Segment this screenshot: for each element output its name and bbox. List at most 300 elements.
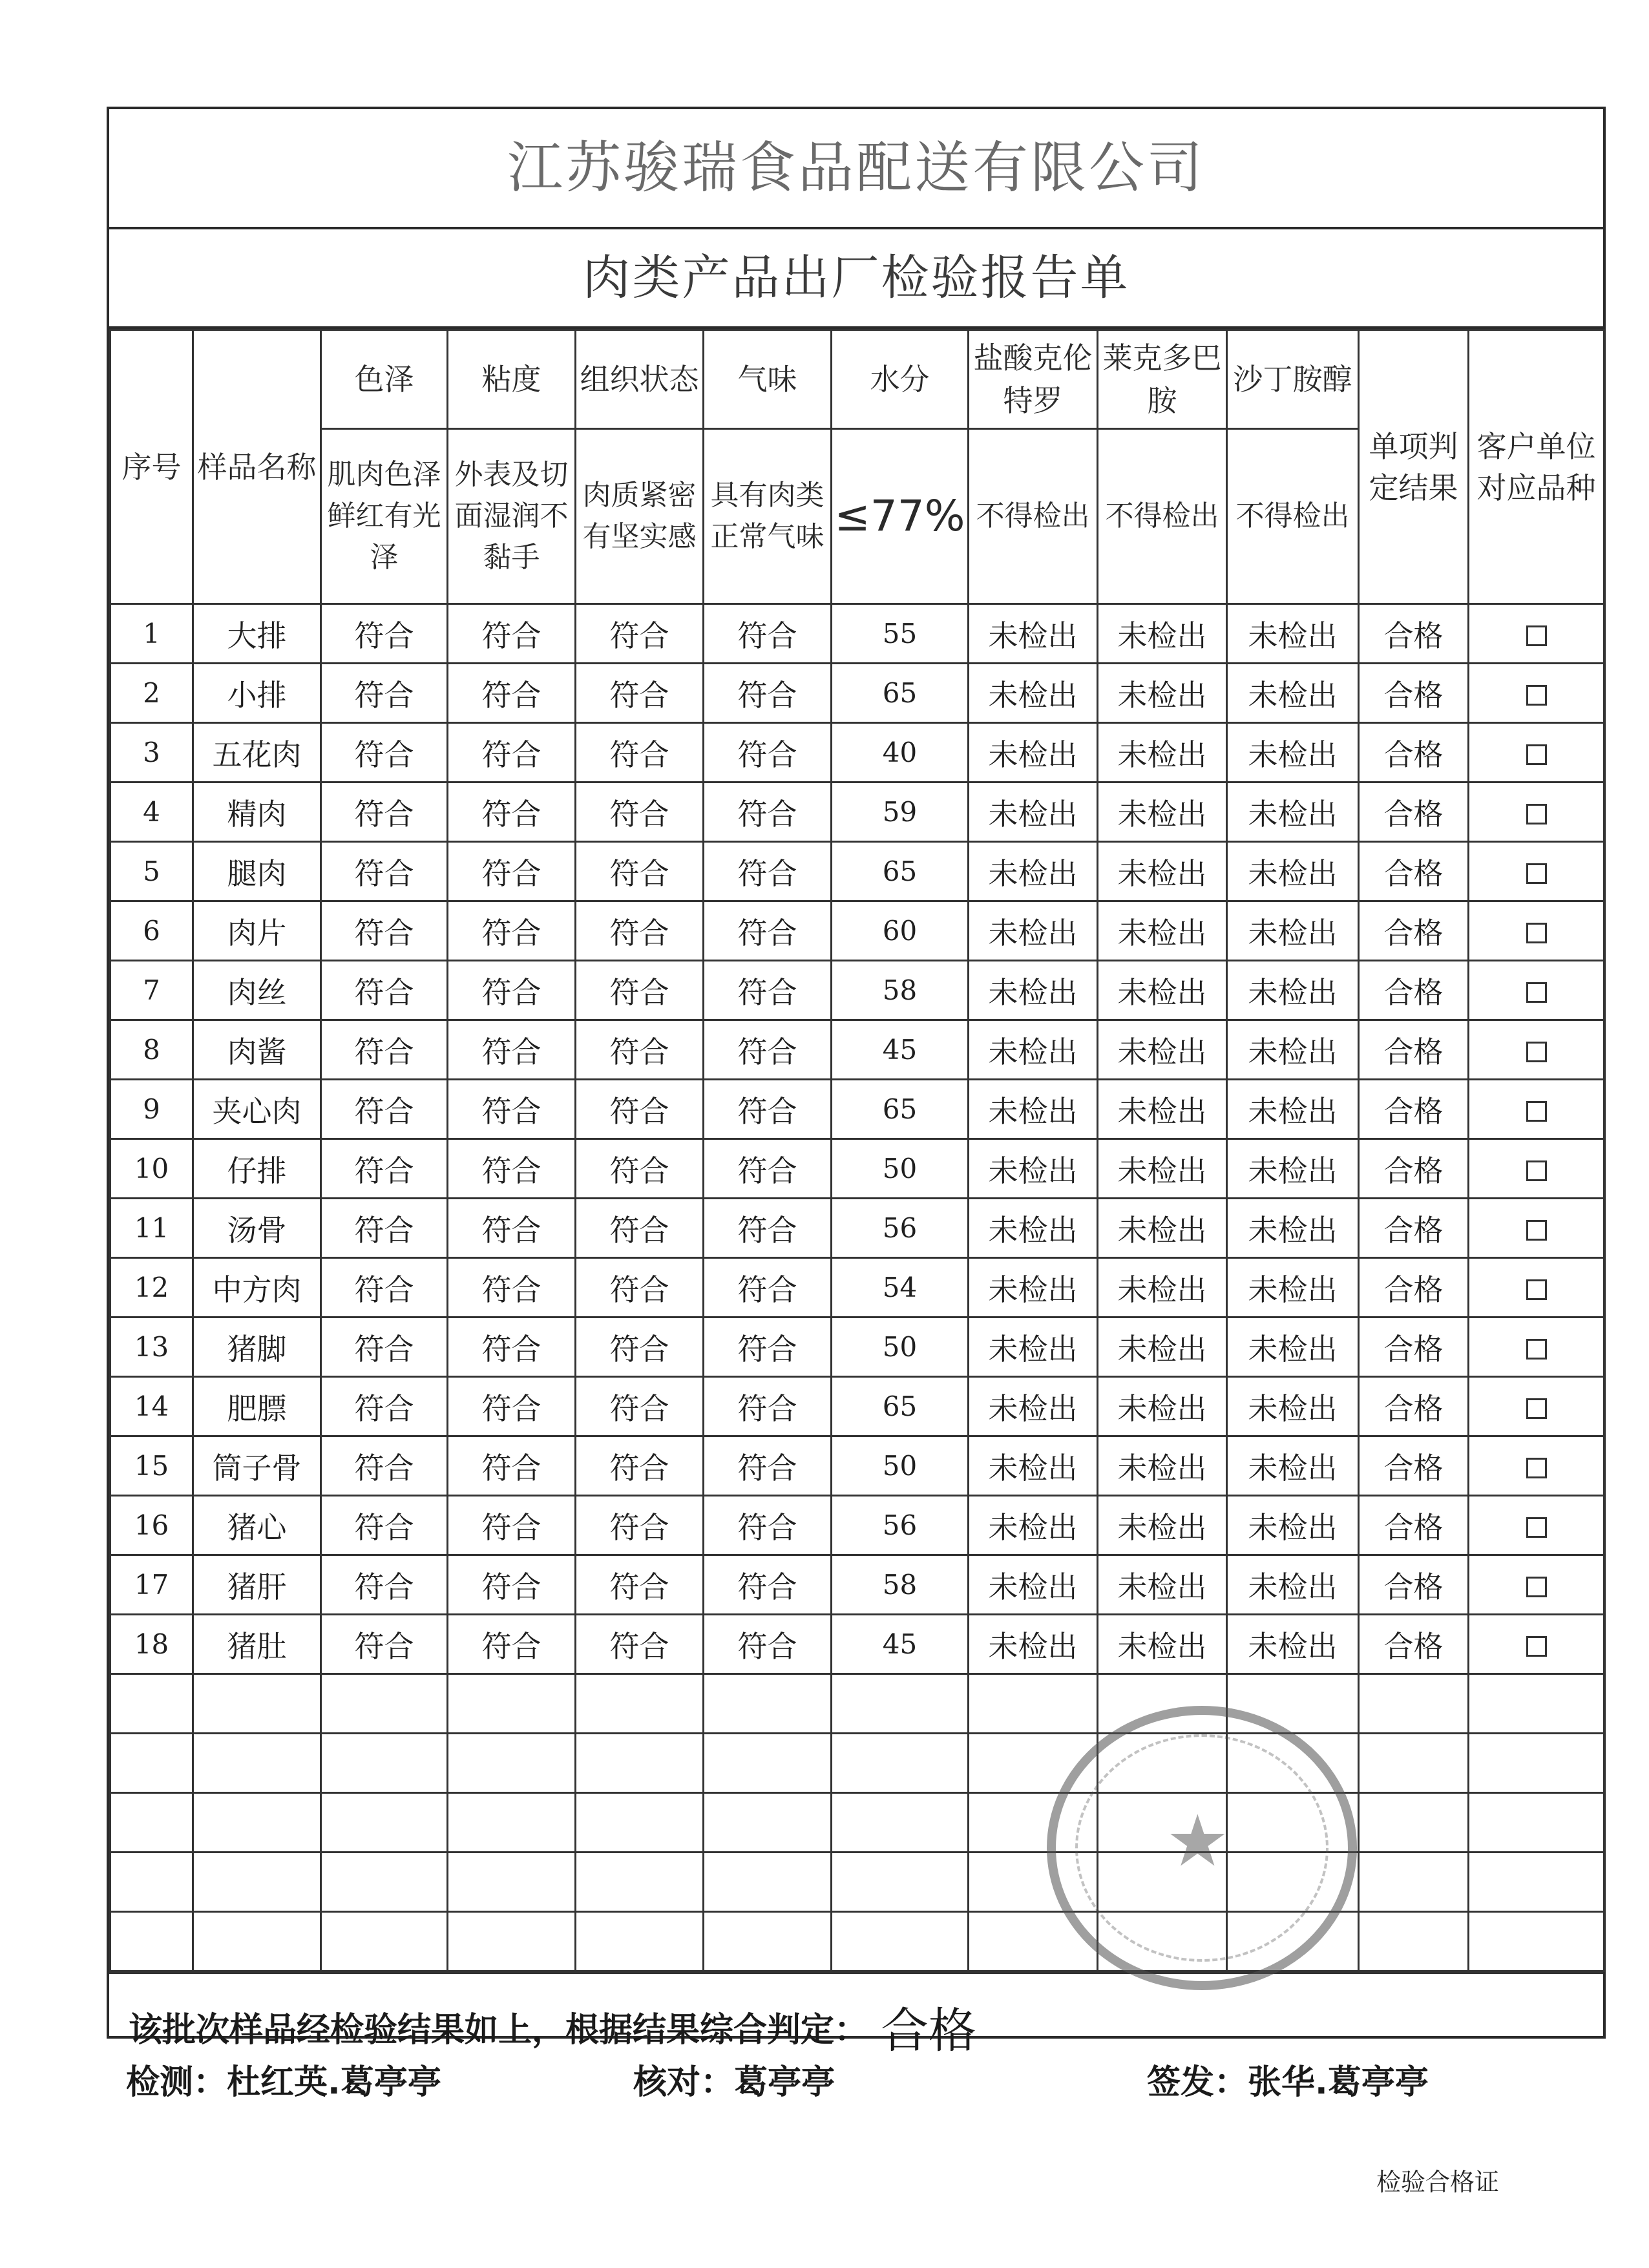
empty-row: [110, 1853, 1604, 1912]
cell-salbutamol: 未检出: [1227, 1199, 1359, 1258]
cell-salbutamol: 未检出: [1227, 1555, 1359, 1615]
cell-salbutamol: 未检出: [1227, 1615, 1359, 1674]
cell-sample-name: 猪肝: [193, 1555, 321, 1615]
cell-ractopamine: 未检出: [1098, 1080, 1227, 1139]
cell-judgement: 合格: [1359, 723, 1469, 782]
customer-checkbox[interactable]: [1526, 863, 1547, 884]
cell-texture: 符合: [576, 1318, 704, 1377]
cell-viscosity: 符合: [448, 604, 576, 664]
cell-index: 17: [110, 1555, 193, 1615]
seal-star-icon: ★: [1166, 1800, 1230, 1882]
cell-moisture: 65: [832, 842, 969, 901]
customer-checkbox[interactable]: [1526, 1398, 1547, 1419]
cell-index: 11: [110, 1199, 193, 1258]
cell-sample-name: 精肉: [193, 782, 321, 842]
empty-cell: [576, 1674, 704, 1734]
header-ractopamine: 莱克多巴胺: [1098, 330, 1227, 429]
cell-ractopamine: 未检出: [1098, 782, 1227, 842]
customer-checkbox[interactable]: [1526, 625, 1547, 646]
cell-clenbuterol: 未检出: [969, 1377, 1098, 1436]
cell-index: 10: [110, 1139, 193, 1199]
cell-moisture: 45: [832, 1020, 969, 1080]
cell-texture: 符合: [576, 604, 704, 664]
customer-checkbox[interactable]: [1526, 1279, 1547, 1300]
cell-sample-name: 汤骨: [193, 1199, 321, 1258]
cell-texture: 符合: [576, 664, 704, 723]
cell-odor: 符合: [704, 1199, 832, 1258]
cell-texture: 符合: [576, 1436, 704, 1496]
empty-cell: [193, 1793, 321, 1853]
standard-color: 肌肉色泽鲜红有光泽: [321, 429, 448, 604]
empty-cell: [1469, 1912, 1604, 1971]
cell-moisture: 45: [832, 1615, 969, 1674]
cell-salbutamol: 未检出: [1227, 1318, 1359, 1377]
cell-sample-name: 猪心: [193, 1496, 321, 1555]
empty-cell: [1359, 1793, 1469, 1853]
cell-clenbuterol: 未检出: [969, 604, 1098, 664]
cell-judgement: 合格: [1359, 1555, 1469, 1615]
customer-checkbox[interactable]: [1526, 1458, 1547, 1478]
header-moisture: 水分: [832, 330, 969, 429]
cell-customer: [1469, 1318, 1604, 1377]
cell-clenbuterol: 未检出: [969, 1139, 1098, 1199]
empty-cell: [1098, 1853, 1227, 1912]
cell-color: 符合: [321, 1020, 448, 1080]
table-row: [110, 1496, 1604, 1555]
empty-cell: [1098, 1912, 1227, 1971]
customer-checkbox[interactable]: [1526, 685, 1547, 706]
cell-salbutamol: 未检出: [1227, 723, 1359, 782]
empty-cell: [110, 1734, 193, 1793]
cell-viscosity: 符合: [448, 1555, 576, 1615]
empty-cell: [1098, 1793, 1227, 1853]
standard-ractopamine: 不得检出: [1098, 429, 1227, 604]
customer-checkbox[interactable]: [1526, 1101, 1547, 1122]
inspection-report-sheet: [107, 107, 1606, 2059]
empty-row: [110, 1793, 1604, 1853]
empty-cell: [576, 1853, 704, 1912]
table-row: [110, 1318, 1604, 1377]
cell-odor: 符合: [704, 1318, 832, 1377]
standard-odor: 具有肉类正常气味: [704, 429, 832, 604]
table-row: [110, 901, 1604, 961]
cell-color: 符合: [321, 1258, 448, 1318]
cell-color: 符合: [321, 664, 448, 723]
cell-viscosity: 符合: [448, 782, 576, 842]
cell-texture: 符合: [576, 842, 704, 901]
cell-ractopamine: 未检出: [1098, 1199, 1227, 1258]
empty-cell: [704, 1853, 832, 1912]
cell-texture: 符合: [576, 1080, 704, 1139]
standard-moisture: ≤77%: [832, 429, 969, 604]
cell-odor: 符合: [704, 901, 832, 961]
cell-ractopamine: 未检出: [1098, 723, 1227, 782]
cell-texture: 符合: [576, 901, 704, 961]
cell-odor: 符合: [704, 1080, 832, 1139]
empty-cell: [448, 1734, 576, 1793]
cell-viscosity: 符合: [448, 723, 576, 782]
cell-judgement: 合格: [1359, 1496, 1469, 1555]
conclusion-verdict: 合格: [881, 2002, 977, 2059]
cell-ractopamine: 未检出: [1098, 1377, 1227, 1436]
cell-sample-name: 肉片: [193, 901, 321, 961]
cell-ractopamine: 未检出: [1098, 1020, 1227, 1080]
cell-moisture: 40: [832, 723, 969, 782]
cell-salbutamol: 未检出: [1227, 604, 1359, 664]
cell-sample-name: 夹心肉: [193, 1080, 321, 1139]
cell-clenbuterol: 未检出: [969, 961, 1098, 1020]
cell-customer: [1469, 1615, 1604, 1674]
empty-cell: [448, 1912, 576, 1971]
cell-odor: 符合: [704, 1615, 832, 1674]
cell-index: 4: [110, 782, 193, 842]
table-row: [110, 842, 1604, 901]
cell-color: 符合: [321, 1436, 448, 1496]
customer-checkbox[interactable]: [1526, 1160, 1547, 1181]
customer-checkbox[interactable]: [1526, 1517, 1547, 1538]
empty-cell: [576, 1793, 704, 1853]
cell-texture: 符合: [576, 1199, 704, 1258]
cell-viscosity: 符合: [448, 1318, 576, 1377]
cell-sample-name: 腿肉: [193, 842, 321, 901]
cell-customer: [1469, 1199, 1604, 1258]
cell-index: 3: [110, 723, 193, 782]
empty-rows: [110, 1674, 1604, 1971]
cell-clenbuterol: 未检出: [969, 1020, 1098, 1080]
empty-cell: [704, 1674, 832, 1734]
cell-customer: [1469, 782, 1604, 842]
cell-judgement: 合格: [1359, 961, 1469, 1020]
cell-salbutamol: 未检出: [1227, 1139, 1359, 1199]
cell-color: 符合: [321, 1199, 448, 1258]
empty-cell: [1359, 1674, 1469, 1734]
cell-ractopamine: 未检出: [1098, 961, 1227, 1020]
cell-viscosity: 符合: [448, 961, 576, 1020]
cell-texture: 符合: [576, 1258, 704, 1318]
cell-viscosity: 符合: [448, 1020, 576, 1080]
signature-check: 核对：葛亭亭: [633, 2063, 835, 2102]
table-row: [110, 604, 1604, 664]
cell-texture: 符合: [576, 782, 704, 842]
cell-odor: 符合: [704, 1377, 832, 1436]
empty-cell: [193, 1912, 321, 1971]
empty-cell: [969, 1793, 1098, 1853]
company-name: 江苏骏瑞食品配送有限公司: [109, 109, 1603, 229]
cell-odor: 符合: [704, 1258, 832, 1318]
cell-odor: 符合: [704, 961, 832, 1020]
empty-cell: [969, 1734, 1098, 1793]
empty-cell: [832, 1674, 969, 1734]
cell-clenbuterol: 未检出: [969, 1199, 1098, 1258]
cell-color: 符合: [321, 1318, 448, 1377]
table-row: [110, 1377, 1604, 1436]
cell-odor: 符合: [704, 1436, 832, 1496]
cell-texture: 符合: [576, 1377, 704, 1436]
signature-inspect: 检测：杜红英.葛亭亭: [126, 2063, 441, 2102]
cell-index: 18: [110, 1615, 193, 1674]
empty-cell: [1469, 1674, 1604, 1734]
cell-judgement: 合格: [1359, 1436, 1469, 1496]
cell-judgement: 合格: [1359, 1139, 1469, 1199]
customer-checkbox[interactable]: [1526, 1636, 1547, 1657]
header-odor: 气味: [704, 330, 832, 429]
cell-moisture: 50: [832, 1139, 969, 1199]
cell-texture: 符合: [576, 1496, 704, 1555]
cell-moisture: 50: [832, 1318, 969, 1377]
conclusion-text: 该批次样品经检验结果如上，根据结果综合判定：: [129, 2011, 868, 2050]
cell-customer: [1469, 1436, 1604, 1496]
cell-judgement: 合格: [1359, 1377, 1469, 1436]
standard-texture: 肉质紧密有坚实感: [576, 429, 704, 604]
cell-moisture: 54: [832, 1258, 969, 1318]
header-viscosity: 粘度: [448, 330, 576, 429]
cell-judgement: 合格: [1359, 604, 1469, 664]
cell-clenbuterol: 未检出: [969, 664, 1098, 723]
empty-cell: [1359, 1853, 1469, 1912]
cell-salbutamol: 未检出: [1227, 1436, 1359, 1496]
header-color: 色泽: [321, 330, 448, 429]
customer-checkbox[interactable]: [1526, 1042, 1547, 1062]
table-row: [110, 1199, 1604, 1258]
cell-customer: [1469, 901, 1604, 961]
empty-cell: [969, 1912, 1098, 1971]
cell-moisture: 65: [832, 1080, 969, 1139]
table-row: [110, 961, 1604, 1020]
cell-color: 符合: [321, 1139, 448, 1199]
cell-moisture: 50: [832, 1436, 969, 1496]
empty-cell: [1098, 1674, 1227, 1734]
cell-judgement: 合格: [1359, 664, 1469, 723]
cell-customer: [1469, 1080, 1604, 1139]
cell-judgement: 合格: [1359, 842, 1469, 901]
cell-salbutamol: 未检出: [1227, 1080, 1359, 1139]
cell-index: 2: [110, 664, 193, 723]
cell-color: 符合: [321, 1377, 448, 1436]
customer-checkbox[interactable]: [1526, 1220, 1547, 1241]
cell-salbutamol: 未检出: [1227, 961, 1359, 1020]
cell-ractopamine: 未检出: [1098, 1258, 1227, 1318]
cell-viscosity: 符合: [448, 842, 576, 901]
empty-cell: [448, 1674, 576, 1734]
cell-sample-name: 猪脚: [193, 1318, 321, 1377]
cell-judgement: 合格: [1359, 1615, 1469, 1674]
cell-viscosity: 符合: [448, 1615, 576, 1674]
table-row: [110, 1020, 1604, 1080]
cell-sample-name: 大排: [193, 604, 321, 664]
cell-color: 符合: [321, 723, 448, 782]
empty-cell: [448, 1853, 576, 1912]
cell-moisture: 65: [832, 664, 969, 723]
cell-judgement: 合格: [1359, 782, 1469, 842]
empty-cell: [193, 1674, 321, 1734]
cell-customer: [1469, 1555, 1604, 1615]
cell-salbutamol: 未检出: [1227, 664, 1359, 723]
empty-cell: [321, 1734, 448, 1793]
customer-checkbox[interactable]: [1526, 1577, 1547, 1597]
cell-clenbuterol: 未检出: [969, 1496, 1098, 1555]
cell-viscosity: 符合: [448, 1139, 576, 1199]
empty-cell: [704, 1793, 832, 1853]
cell-ractopamine: 未检出: [1098, 664, 1227, 723]
cell-salbutamol: 未检出: [1227, 1020, 1359, 1080]
cell-judgement: 合格: [1359, 1258, 1469, 1318]
empty-cell: [110, 1853, 193, 1912]
cell-moisture: 60: [832, 901, 969, 961]
cell-index: 8: [110, 1020, 193, 1080]
cell-moisture: 59: [832, 782, 969, 842]
cell-index: 16: [110, 1496, 193, 1555]
table-row: [110, 1258, 1604, 1318]
cell-index: 5: [110, 842, 193, 901]
header-index: 序号: [110, 330, 193, 604]
cell-customer: [1469, 1377, 1604, 1436]
empty-cell: [704, 1734, 832, 1793]
cell-sample-name: 肥膘: [193, 1377, 321, 1436]
cell-viscosity: 符合: [448, 1436, 576, 1496]
cell-color: 符合: [321, 1496, 448, 1555]
report-title: 肉类产品出厂检验报告单: [109, 229, 1603, 329]
empty-cell: [321, 1853, 448, 1912]
table-row: [110, 1436, 1604, 1496]
empty-row: [110, 1734, 1604, 1793]
cell-index: 15: [110, 1436, 193, 1496]
table-row: [110, 664, 1604, 723]
cell-salbutamol: 未检出: [1227, 1496, 1359, 1555]
cell-viscosity: 符合: [448, 1258, 576, 1318]
cell-judgement: 合格: [1359, 1020, 1469, 1080]
cell-viscosity: 符合: [448, 1080, 576, 1139]
cell-ractopamine: 未检出: [1098, 1555, 1227, 1615]
cell-color: 符合: [321, 604, 448, 664]
header-row: [110, 330, 1604, 429]
empty-cell: [1227, 1793, 1359, 1853]
empty-cell: [1227, 1674, 1359, 1734]
customer-checkbox[interactable]: [1526, 923, 1547, 943]
empty-row: [110, 1912, 1604, 1971]
empty-cell: [969, 1674, 1098, 1734]
cell-clenbuterol: 未检出: [969, 782, 1098, 842]
empty-cell: [1359, 1912, 1469, 1971]
cell-sample-name: 小排: [193, 664, 321, 723]
empty-cell: [321, 1674, 448, 1734]
cell-ractopamine: 未检出: [1098, 1615, 1227, 1674]
cell-texture: 符合: [576, 1555, 704, 1615]
empty-cell: [832, 1853, 969, 1912]
customer-checkbox[interactable]: [1526, 804, 1547, 824]
cell-judgement: 合格: [1359, 1080, 1469, 1139]
header-sample-name: 样品名称: [193, 330, 321, 604]
empty-cell: [1227, 1734, 1359, 1793]
cell-color: 符合: [321, 842, 448, 901]
empty-cell: [1098, 1734, 1227, 1793]
cell-salbutamol: 未检出: [1227, 1377, 1359, 1436]
cell-sample-name: 筒子骨: [193, 1436, 321, 1496]
signature-issue: 签发：张华.葛亭亭: [1147, 2063, 1429, 2102]
empty-cell: [832, 1793, 969, 1853]
empty-cell: [1227, 1912, 1359, 1971]
empty-cell: [1469, 1853, 1604, 1912]
cell-color: 符合: [321, 1080, 448, 1139]
cell-index: 7: [110, 961, 193, 1020]
cell-judgement: 合格: [1359, 1318, 1469, 1377]
cell-odor: 符合: [704, 842, 832, 901]
empty-cell: [193, 1734, 321, 1793]
cell-sample-name: 仔排: [193, 1139, 321, 1199]
cell-odor: 符合: [704, 1496, 832, 1555]
cell-ractopamine: 未检出: [1098, 1496, 1227, 1555]
empty-cell: [1469, 1734, 1604, 1793]
cell-texture: 符合: [576, 1615, 704, 1674]
table-row: [110, 1555, 1604, 1615]
customer-checkbox[interactable]: [1526, 744, 1547, 765]
cell-clenbuterol: 未检出: [969, 1318, 1098, 1377]
cell-moisture: 58: [832, 1555, 969, 1615]
cell-customer: [1469, 1496, 1604, 1555]
cell-customer: [1469, 664, 1604, 723]
cell-customer: [1469, 604, 1604, 664]
empty-cell: [832, 1912, 969, 1971]
cell-judgement: 合格: [1359, 901, 1469, 961]
cell-odor: 符合: [704, 1139, 832, 1199]
cell-ractopamine: 未检出: [1098, 1436, 1227, 1496]
cell-customer: [1469, 1258, 1604, 1318]
cell-odor: 符合: [704, 1555, 832, 1615]
cell-color: 符合: [321, 782, 448, 842]
header-customer: 客户单位对应品种: [1469, 330, 1604, 604]
cell-moisture: 56: [832, 1496, 969, 1555]
cell-ractopamine: 未检出: [1098, 604, 1227, 664]
cell-viscosity: 符合: [448, 1377, 576, 1436]
inspection-table: [109, 329, 1605, 1972]
empty-cell: [110, 1912, 193, 1971]
cell-salbutamol: 未检出: [1227, 842, 1359, 901]
cell-odor: 符合: [704, 1020, 832, 1080]
empty-row: [110, 1674, 1604, 1734]
cell-index: 14: [110, 1377, 193, 1436]
empty-cell: [576, 1912, 704, 1971]
cell-odor: 符合: [704, 604, 832, 664]
cell-ractopamine: 未检出: [1098, 901, 1227, 961]
customer-checkbox[interactable]: [1526, 982, 1547, 1003]
cell-viscosity: 符合: [448, 1496, 576, 1555]
cell-odor: 符合: [704, 782, 832, 842]
cell-texture: 符合: [576, 723, 704, 782]
standard-salbutamol: 不得检出: [1227, 429, 1359, 604]
table-row: [110, 1080, 1604, 1139]
cell-clenbuterol: 未检出: [969, 1615, 1098, 1674]
cell-customer: [1469, 961, 1604, 1020]
cell-color: 符合: [321, 1615, 448, 1674]
empty-cell: [832, 1734, 969, 1793]
customer-checkbox[interactable]: [1526, 1339, 1547, 1360]
cell-clenbuterol: 未检出: [969, 1555, 1098, 1615]
cell-clenbuterol: 未检出: [969, 1258, 1098, 1318]
empty-cell: [704, 1912, 832, 1971]
empty-cell: [110, 1793, 193, 1853]
standard-viscosity: 外表及切面湿润不黏手: [448, 429, 576, 604]
cell-customer: [1469, 842, 1604, 901]
cell-sample-name: 肉丝: [193, 961, 321, 1020]
header-judgement: 单项判定结果: [1359, 330, 1469, 604]
cell-salbutamol: 未检出: [1227, 1258, 1359, 1318]
empty-cell: [1359, 1734, 1469, 1793]
cell-moisture: 55: [832, 604, 969, 664]
cell-clenbuterol: 未检出: [969, 723, 1098, 782]
header-salbutamol: 沙丁胺醇: [1227, 330, 1359, 429]
cell-clenbuterol: 未检出: [969, 842, 1098, 901]
cell-color: 符合: [321, 901, 448, 961]
cell-judgement: 合格: [1359, 1199, 1469, 1258]
